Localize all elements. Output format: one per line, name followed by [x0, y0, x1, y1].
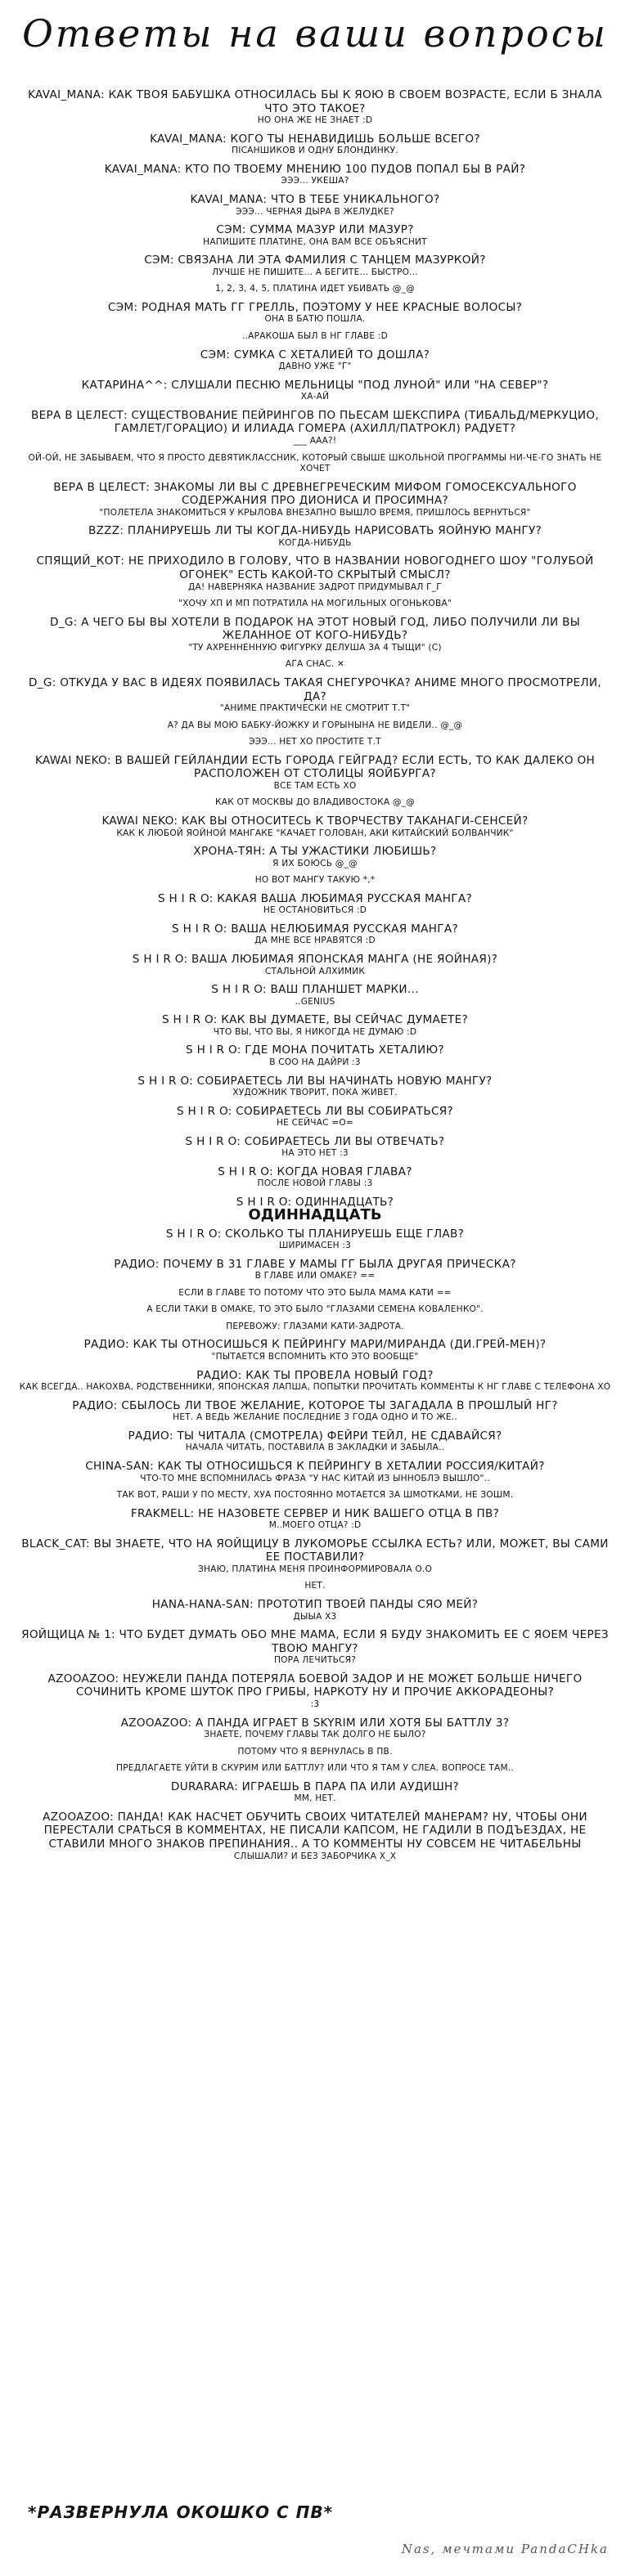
answer-line: ПОРА ЛЕЧИТЬСЯ?: [273, 1655, 357, 1666]
answer-line: КАК ВСЕГДА.. НАКОХВА, РОДСТВЕННИКИ, ЯПОНСКАЯ ЛАПША, ПОПЫТКИ ПРОЧИТАТЬ КОММЕНТЫ К НГ ГЛАВЕ С ТЕЛЕФОНА ХО: [19, 1382, 611, 1393]
answer-line: ПРЕДЛАГАЕТЕ УЙТИ В СКУРИМ ИЛИ БАТТЛУ? ИЛИ ЧТО Я ТАМ У СЛЕА. ВОПРОСЕ ТАМ..: [116, 1763, 514, 1774]
question-line: KAVAI_MANA: КОГО ТЫ НЕНАВИДИШЬ БОЛЬШЕ ВСЕГО?: [150, 132, 480, 146]
answer-line: ХА-АЙ: [300, 392, 330, 402]
question-line: КАТАРИНА^^: СЛУШАЛИ ПЕСНЮ МЕЛЬНИЦЫ "ПОД ЛУНОЙ" ИЛИ "НА СЕВЕР"?: [81, 378, 549, 392]
answer-line: ОДИННАДЦАТЬ: [248, 1205, 382, 1223]
answer-line: ЗНАЕТЕ, ПОЧЕМУ ГЛАВЫ ТАК ДОЛГО НЕ БЫЛО?: [204, 1730, 426, 1740]
question-line: S H I R O: СКОЛЬКО ТЫ ПЛАНИРУЕШЬ ЕЩЕ ГЛАВ?: [165, 1227, 465, 1241]
question-line: AZOOAZOO: А ПАНДА ИГРАЕТ В SKYRIM ИЛИ ХОТЯ БЫ БАТТЛУ 3?: [120, 1716, 510, 1730]
question-line: СЭМ: СУМКА С ХЕТАЛИЕЙ ТО ДОШЛА?: [200, 348, 430, 361]
answer-line: НАПИШИТЕ ПЛАТИНЕ, ОНА ВАМ ВСЕ ОБЪЯСНИТ: [203, 236, 427, 247]
answer-line: ОНА В БАТЮ ПОШЛА.: [264, 314, 366, 325]
answer-line: "ХОЧУ ХП И МП ПОТРАТИЛА НА МОГИЛЬНЫХ ОГОНЬКОВА": [178, 599, 452, 609]
question-line: РАДИО: ТЫ ЧИТАЛА (СМОТРЕЛА) ФЕЙРИ ТЕЙЛ, НЕ СДАВАЙСЯ?: [128, 1429, 502, 1443]
question-line: S H I R O: КОГДА НОВАЯ ГЛАВА?: [218, 1165, 412, 1178]
question-line: S H I R O: СОБИРАЕТЕСЬ ЛИ ВЫ ОТВЕЧАТЬ?: [185, 1134, 445, 1148]
answer-line: КОГДА-НИБУДЬ: [278, 537, 352, 548]
question-line: ВЕРА В ЦЕЛЕСТ: ЗНАКОМЫ ЛИ ВЫ С ДРЕВНЕГРЕЧЕСКИМ МИФОМ ГОМОСЕКСУАЛЬНОГО СОДЕРЖАНИЯ ПРО ДИОНИСА И ПРОСИМНА?: [53, 480, 577, 508]
page-title: Ответы на ваши вопросы: [22, 11, 608, 56]
question-line: D_G: А ЧЕГО БЫ ВЫ ХОТЕЛИ В ПОДАРОК НА ЭТОТ НОВЫЙ ГОД, ЛИБО ПОЛУЧИЛИ ЛИ ВЫ ЖЕЛАННОЕ ОТ КОГО-НИБУДЬ?: [49, 615, 581, 643]
question-line: S H I R O: ГДЕ МОНА ПОЧИТАТЬ ХЕТАЛИЮ?: [186, 1043, 444, 1057]
answer-line: ПОТОМУ ЧТО Я ВЕРНУЛАСЬ В ПВ.: [237, 1746, 393, 1757]
answer-line: ДА МНЕ ВСЕ НРАВЯТСЯ :D: [254, 936, 376, 946]
answer-line: ДА! НАВЕРНЯКА НАЗВАНИЕ ЗАДРОТ ПРИДУМЫВАЛ Г_Г: [188, 581, 442, 592]
answer-line: СТАЛЬНОЙ АЛХИМИК: [264, 966, 366, 976]
question-line: РАДИО: КАК ТЫ ПРОВЕЛА НОВЫЙ ГОД?: [196, 1368, 434, 1382]
question-line: CHINA-SAN: КАК ТЫ ОТНОСИШЬСЯ К ПЕЙРИНГУ В ХЕТАЛИИ РОССИЯ/КИТАЙ?: [85, 1459, 545, 1473]
answer-line: НО ВОТ МАНГУ ТАКУЮ *,*: [254, 875, 376, 886]
question-line: S H I R O: ОДИННАДЦАТЬ?: [236, 1196, 394, 1209]
answer-line: НА ЭТО НЕТ :3: [281, 1148, 349, 1159]
question-line: FRAKMELL: НЕ НАЗОВЕТЕ СЕРВЕР И НИК ВАШЕГО ОТЦА В ПВ?: [130, 1506, 500, 1520]
answer-line: АГА СНАС. ✕: [285, 659, 345, 670]
answer-line: Я ИХ БОЮСЬ @_@: [272, 858, 358, 868]
answer-line: КАК ОТ МОСКВЫ ДО ВЛАДИВОСТОКА @_@: [215, 797, 415, 808]
question-line: D_G: ОТКУДА У ВАС В ИДЕЯХ ПОЯВИЛАСЬ ТАКАЯ СНЕГУРОЧКА? АНИМЕ МНОГО ПРОСМОТРЕЛИ, ДА?: [29, 675, 601, 703]
answer-line: ММ, НЕТ.: [294, 1793, 336, 1804]
answer-line: ТАК ВОТ, РАШИ У ПО МЕСТУ, ХУА ПОСТОЯННО МОТАЕТСЯ ЗА ШМОТКАМИ, НЕ ЗОШМ.: [116, 1490, 514, 1501]
answer-line: ЧТО-ТО МНЕ ВСПОМНИЛАСЬ ФРАЗА "У НАС КИТАЙ ИЗ ЫННОБЛЭ ВЫШЛО"..: [140, 1473, 490, 1483]
answer-line: ЗНАЮ, ПЛАТИНА МЕНЯ ПРОИНФОРМИРОВАЛА О.О: [197, 1564, 433, 1574]
footer-note: *РАЗВЕРНУЛА ОКОШКО С ПВ*: [28, 2502, 334, 2522]
question-line: KAVAI_MANA: ЧТО В ТЕБЕ УНИКАЛЬНОГО?: [190, 192, 440, 206]
answer-line: НЕТ.: [304, 1581, 326, 1591]
answer-line: А? ДА ВЫ МОЮ БАБКУ-ЙОЖКУ И ГОРЫНЫНА НЕ ВИДЕЛИ.. @_@: [167, 720, 463, 730]
question-line: СЭМ: СУММА МАЗУР ИЛИ МАЗУР?: [216, 223, 414, 237]
answer-line: ЧТО ВЫ, ЧТО ВЫ, Я НИКОГДА НЕ ДУМАЮ :D: [213, 1026, 417, 1037]
question-line: AZOOAZOO: НЕУЖЕЛИ ПАНДА ПОТЕРЯЛА БОЕВОЙ ЗАДОР И НЕ МОЖЕТ БОЛЬШЕ НИЧЕГО СОЧИНИТЬ КРОМЕ ШУТОК ПРО ГРИБЫ, НАРКОТУ НУ И ПРОЧИЕ АККОРАДЕОНЫ?: [47, 1672, 583, 1699]
question-line: РАДИО: СБЫЛОСЬ ЛИ ТВОЕ ЖЕЛАНИЕ, КОТОРОЕ ТЫ ЗАГАДАЛА В ПРОШЛЫЙ НГ?: [72, 1398, 558, 1412]
answer-line: НЕ ОСТАНОВИТЬСЯ :D: [263, 905, 367, 916]
question-line: S H I R O: КАКАЯ ВАША ЛЮБИМАЯ РУССКАЯ МАНГА?: [157, 891, 473, 905]
question-line: DURARARA: ИГРАЕШЬ В ПАРА ПА ИЛИ АУДИШН?: [170, 1779, 460, 1793]
answer-line: ПІСАНШИКОВ И ОДНУ БЛОНДИНКУ.: [232, 146, 398, 156]
question-line: BZZZ: ПЛАНИРУЕШЬ ЛИ ТЫ КОГДА-НИБУДЬ НАРИСОВАТЬ ЯОЙНУЮ МАНГУ?: [88, 524, 542, 538]
answer-line: ПОСЛЕ НОВОЙ ГЛАВЫ :3: [257, 1178, 373, 1189]
question-line: ВЕРА В ЦЕЛЕСТ: СУЩЕСТВОВАНИЕ ПЕЙРИНГОВ ПО ПЬЕСАМ ШЕКСПИРА (ТИБАЛЬД/МЕРКУЦИО, ГАМЛЕТ/ГОРАЦИО) И ИЛИАДА ГОМЕРА (АХИЛЛ/ПАТРОКЛ) РАДУЕТ?: [30, 408, 600, 436]
answer-line: В ГЛАВЕ ИЛИ ОМАКЕ? ==: [254, 1271, 376, 1281]
question-line: KAVAI_MANA: КАК ТВОЯ БАБУШКА ОТНОСИЛАСЬ БЫ К ЯОЮ В СВОЕМ ВОЗРАСТЕ, ЕСЛИ Б ЗНАЛА ЧТО ЭТО ТАКОЕ?: [28, 88, 602, 115]
question-line: S H I R O: ВАША НЕЛЮБИМАЯ РУССКАЯ МАНГА?: [172, 922, 458, 936]
answer-line: ДЫЫА Х3: [293, 1611, 337, 1622]
signature: Nas, мечтами PandaCHka: [401, 2542, 609, 2556]
question-line: KAWAI NEKO: В ВАШЕЙ ГЕЙЛАНДИИ ЕСТЬ ГОРОДА ГЕЙГРАД? ЕСЛИ ЕСТЬ, ТО КАК ДАЛЕКО ОН РАСПОЛОЖЕН ОТ СТОЛИЦЫ ЯОЙБУРГА?: [34, 753, 596, 781]
answer-line: 1, 2, 3, 4, 5, ПЛАТИНА ИДЕТ УБИВАТЬ @_@: [215, 284, 415, 294]
answer-line: ПЕРЕВОЖУ: ГЛАЗАМИ КАТИ-ЗАДРОТА.: [226, 1321, 404, 1331]
answer-line: ЭЭЭ... УКЕША?: [281, 176, 349, 186]
answer-line: ЕСЛИ В ГЛАВЕ ТО ПОТОМУ ЧТО ЭТО БЫЛА МАМА КАТИ ==: [178, 1287, 452, 1298]
question-line: KAVAI_MANA: КТО ПО ТВОЕМУ МНЕНИЮ 100 ПУДОВ ПОПАЛ БЫ В РАЙ?: [104, 162, 526, 176]
answer-line: ..GENIUS: [295, 996, 335, 1007]
question-line: S H I R O: ВАШ ПЛАНШЕТ МАРКИ...: [211, 983, 419, 997]
answer-line: НАЧАЛА ЧИТАТЬ, ПОСТАВИЛА В ЗАКЛАДКИ И ЗАБЫЛА..: [185, 1443, 445, 1453]
question-line: S H I R O: КАК ВЫ ДУМАЕТЕ, ВЫ СЕЙЧАС ДУМАЕТЕ?: [161, 1013, 469, 1027]
answer-line: "АНИМЕ ПРАКТИЧЕСКИ НЕ СМОТРИТ Т.Т": [219, 703, 411, 714]
question-line: СПЯЩИЙ_КОТ: НЕ ПРИХОДИЛО В ГОЛОВУ, ЧТО В НАЗВАНИИ НОВОГОДНЕГО ШОУ "ГОЛУБОЙ ОГОНЕК" ЕСТЬ КАКОЙ-ТО СКРЫТЫЙ СМЫСЛ?: [36, 554, 594, 581]
answer-line: "ТУ АХРЕННЕННУЮ ФИГУРКУ ДЕЛУША ЗА 4 ТЫЩИ" (С): [188, 642, 442, 653]
answer-line: НО ОНА ЖЕ НЕ ЗНАЕТ :D: [257, 115, 373, 126]
question-line: BLACK_CAT: ВЫ ЗНАЕТЕ, ЧТО НА ЯОЙЩИЦУ В ЛУКОМОРЬЕ ССЫЛКА ЕСТЬ? ИЛИ, МОЖЕТ, ВЫ САМИ ЕЕ ПОСТАВИЛИ?: [21, 1537, 609, 1564]
answer-line: СЛЫШАЛИ? И БЕЗ ЗАБОРЧИКА Х_Х: [233, 1851, 397, 1861]
qa-list: [16, 88, 614, 1868]
question-line: S H I R O: СОБИРАЕТЕСЬ ЛИ ВЫ СОБИРАТЬСЯ?: [176, 1104, 454, 1118]
answer-line: ___ ААА?!: [293, 435, 337, 446]
answer-line: В СОО НА ДАЙРИ :3: [269, 1057, 361, 1067]
answer-line: НЕТ. А ВЕДЬ ЖЕЛАНИЕ ПОСЛЕДНИЕ 3 ГОДА ОДНО И ТО ЖЕ..: [173, 1412, 457, 1423]
question-line: S H I R O: ВАША ЛЮБИМАЯ ЯПОНСКАЯ МАНГА (НЕ ЯОЙНАЯ)?: [132, 953, 498, 967]
answer-line: М..МОЕГО ОТЦА? :D: [268, 1520, 362, 1531]
question-line: ЯОЙЩИЦА № 1: ЧТО БУДЕТ ДУМАТЬ ОБО МНЕ МАМА, ЕСЛИ Я БУДУ ЗНАКОМИТЬ ЕЕ С ЯОЕМ ЧЕРЕЗ ТВОЮ МАНГУ?: [21, 1628, 609, 1655]
answer-line: "ПЫТАЕТСЯ ВСПОМНИТЬ КТО ЭТО ВООБЩЕ": [211, 1352, 419, 1362]
question-line: СЭМ: РОДНАЯ МАТЬ ГГ ГРЕЛЛЬ, ПОЭТОМУ У НЕЕ КРАСНЫЕ ВОЛОСЫ?: [107, 300, 523, 314]
question-line: РАДИО: ПОЧЕМУ В 31 ГЛАВЕ У МАМЫ ГГ БЫЛА ДРУГАЯ ПРИЧЕСКА?: [114, 1257, 516, 1271]
answer-line: ..АРАКОША БЫЛ В НГ ГЛАВЕ :D: [242, 331, 388, 341]
answer-line: ЭЭЭ... ЧЕРНАЯ ДЫРА В ЖЕЛУДКЕ?: [236, 206, 394, 217]
answer-line: А ЕСЛИ ТАКИ В ОМАКЕ, ТО ЭТО БЫЛО "ГЛАЗАМИ СЕМЕНА КОВАЛЕНКО".: [146, 1304, 484, 1315]
question-line: S H I R O: СОБИРАЕТЕСЬ ЛИ ВЫ НАЧИНАТЬ НОВУЮ МАНГУ?: [137, 1074, 493, 1088]
answer-line: ХУДОЖНИК ТВОРИТ, ПОКА ЖИВЕТ.: [232, 1088, 398, 1098]
question-line: СЭМ: СВЯЗАНА ЛИ ЭТА ФАМИЛИЯ С ТАНЦЕМ МАЗУРКОЙ?: [144, 254, 486, 267]
answer-line: :3: [310, 1699, 320, 1710]
question-line: ХРОНА-ТЯН: А ТЫ УЖАСТИКИ ЛЮБИШЬ?: [193, 845, 437, 859]
question-line: HANA-HANA-SAN: ПРОТОТИП ТВОЕЙ ПАНДЫ СЯО МЕЙ?: [151, 1598, 479, 1612]
question-line: РАДИО: КАК ТЫ ОТНОСИШЬСЯ К ПЕЙРИНГУ МАРИ/МИРАНДА (ДИ.ГРЕЙ-МЕН)?: [83, 1338, 547, 1352]
answer-line: ОЙ-ОЙ, НЕ ЗАБЫВАЕМ, ЧТО Я ПРОСТО ДЕВЯТИКЛАССНИК, КОТОРЫЙ СВЫШЕ ШКОЛЬНОЙ ПРОГРАММЫ НИ-ЧЕ-ГО ЗНАТЬ НЕ ХОЧЕТ: [28, 452, 602, 474]
answer-line: ЭЭЭ... НЕТ ХО ПРОСТИТЕ Т.Т: [249, 737, 381, 747]
answer-line: ВСЕ ТАМ ЕСТЬ ХО: [273, 780, 357, 791]
answer-line: ШИРИМАСЕН :3: [278, 1241, 352, 1251]
question-line: KAWAI NEKO: КАК ВЫ ОТНОСИТЕСЬ К ТВОРЧЕСТВУ ТАКАНАГИ-СЕНСЕЙ?: [101, 814, 529, 828]
answer-line: КАК К ЛЮБОЙ ЯОЙНОЙ МАНГАКЕ "КАЧАЕТ ГОЛОВАН, АКИ КИТАЙСКИЙ БОЛВАНЧИК": [116, 828, 514, 838]
answer-line: ЛУЧШЕ НЕ ПИШИТЕ... А БЕГИТЕ... БЫСТРО...: [212, 267, 418, 277]
answer-line: НЕ СЕЙЧАС =О=: [276, 1118, 353, 1129]
answer-line: ДАВНО УЖЕ "Г": [278, 361, 352, 372]
question-line: AZOOAZOO: ПАНДА! КАК НАСЧЕТ ОБУЧИТЬ СВОИХ ЧИТАТЕЛЕЙ МАНЕРАМ? НУ, ЧТОБЫ ОНИ ПЕРЕСТАЛИ СРАТЬСЯ В КОММЕНТАХ, НЕ ПИСАЛИ КАПСОМ, НЕ ГАДИЛИ В ПОДЪЕЗДАХ, НЕ СТАВИЛИ МНОГО ЗНАКОВ ПРЕПИНАНИЯ.. А ТО КОММЕНТЫ НУ СОВСЕМ НЕ ЧИТАБЕЛЬНЫ: [43, 1810, 587, 1851]
answer-line: "ПОЛЕТЕЛА ЗНАКОМИТЬСЯ У КРЫЛОВА ВНЕЗАПНО ВЫШЛО ВРЕМЯ, ПРИШЛОСЬ ВЕРНУТЬСЯ": [99, 507, 531, 518]
